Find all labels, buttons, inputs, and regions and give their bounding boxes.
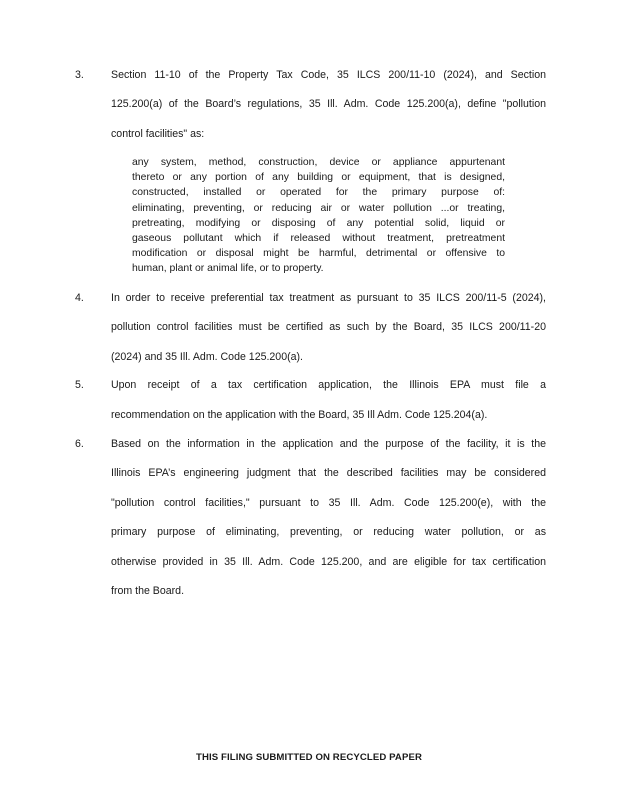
quote-line: human, plant or animal life, or to property. <box>132 263 324 275</box>
quote-line: modification or disposal might be harmful, detrimental or offensive to <box>132 248 505 260</box>
quote-line: gaseous pollutant which if released without treatment, pretreatment <box>132 233 505 245</box>
paragraph-line: pollution control facilities must be certified as such by the Board, 35 ILCS 200/11-20 <box>111 321 546 333</box>
quote-line: pretreating, modifying or disposing of any potential solid, liquid or <box>132 217 505 229</box>
paragraph-line: Illinois EPA’s engineering judgment that the described facilities may be considered <box>111 467 546 479</box>
paragraph-number: 3. <box>75 69 84 81</box>
paragraph-line: otherwise provided in 35 Ill. Adm. Code 125.200, and are eligible for tax certification <box>111 556 546 568</box>
paragraph-line: "pollution control facilities," pursuant to 35 Ill. Adm. Code 125.200(e), with the <box>111 497 546 509</box>
paragraph-line: 125.200(a) of the Board’s regulations, 35 Ill. Adm. Code 125.200(a), define "pollution <box>111 98 546 110</box>
paragraph-line: recommendation on the application with the Board, 35 Ill Adm. Code 125.204(a). <box>111 409 488 421</box>
paragraph-line: In order to receive preferential tax treatment as pursuant to 35 ILCS 200/11-5 (2024), <box>111 292 546 304</box>
quote-line: any system, method, construction, device or appliance appurtenant <box>132 157 505 168</box>
paragraph-line: primary purpose of eliminating, preventing, or reducing water pollution, or as <box>111 526 546 538</box>
quote-line: thereto or any portion of any building or equipment, that is designed, <box>132 172 505 184</box>
block-quote <box>132 155 505 277</box>
paragraph-line: control facilities" as: <box>111 128 205 140</box>
paragraph-number: 5. <box>75 379 84 391</box>
paragraph-number: 4. <box>75 292 84 304</box>
quote-line: eliminating, preventing, or reducing air or water pollution ...or treating, <box>132 202 505 214</box>
quote-line: constructed, installed or operated for the primary purpose of: <box>132 187 505 199</box>
paragraph-line: Upon receipt of a tax certification application, the Illinois EPA must file a <box>111 379 546 391</box>
paragraph-line: Based on the information in the application and the purpose of the facility, it is the <box>111 438 546 450</box>
paragraph-line: (2024) and 35 Ill. Adm. Code 125.200(a). <box>111 351 303 363</box>
paragraph-line: from the Board. <box>111 585 185 597</box>
paragraph-line: Section 11-10 of the Property Tax Code, 35 ILCS 200/11-10 (2024), and Section <box>111 69 546 81</box>
paragraph-number: 6. <box>75 438 84 450</box>
page-footer: THIS FILING SUBMITTED ON RECYCLED PAPER <box>196 752 422 763</box>
